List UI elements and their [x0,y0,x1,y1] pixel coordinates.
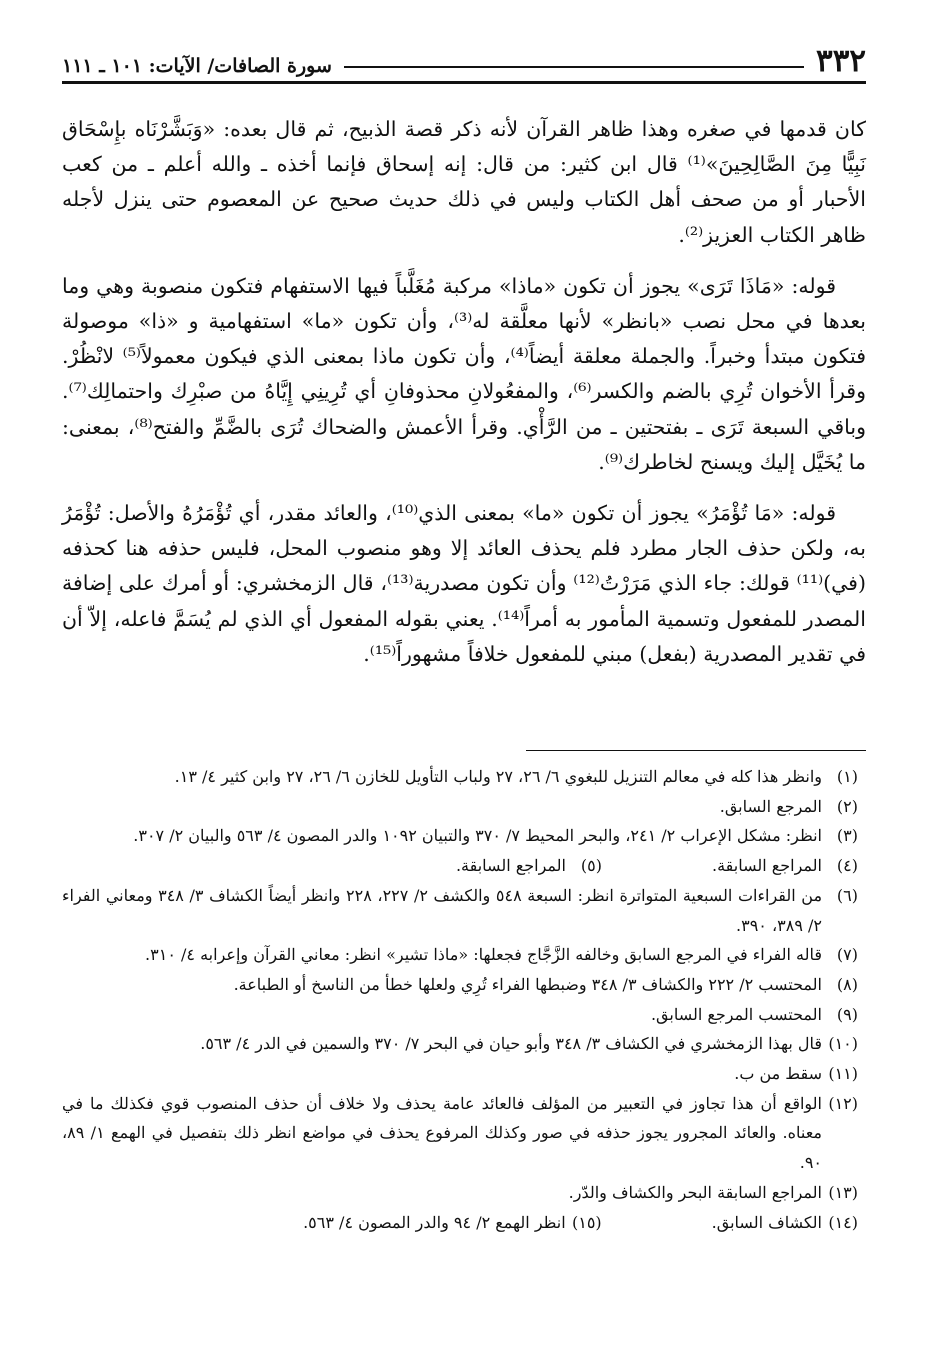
footnote-separator [526,750,866,751]
running-head: سورة الصافات/ الآيات: ١٠١ ـ ١١١ [62,55,332,77]
footnote [62,1178,858,1208]
footnote-number: (١) [836,767,858,786]
page-number: ٣٣٢ [816,43,866,79]
footnote [62,1029,858,1059]
footnote-text: المراجع السابقة البحر والكشاف والدّر. [568,1182,822,1202]
footnote-number: (١٣) [828,1182,858,1202]
footnote-text: انظر الهمع ٢/ ٩٤ والدر المصون ٤/ ٥٦٣. [303,1212,566,1232]
footnote-number: (١٤) [828,1212,858,1232]
footnote-text: انظر: مشكل الإعراب ٢/ ٢٤١، والبحر المحيط ٧/ ٣٧٠ والتبيان ١٠٩٢ والدر المصون ٤/ ٥٦٣ والبيان ٢/ ٣٠٧. [133,826,822,846]
footnote-number: (٢) [836,796,858,816]
footnote-number: (١٢) [828,1093,858,1113]
footnote [62,762,858,792]
footnote-number: (٣) [836,826,858,846]
footnote-text: قاله الفراء في المرجع السابق وخالفه الزَّجَّاج فجعلها: «ماذا تشير» انظر: معاني القرآن وإعرابه ٤/ ٣١٠. [145,945,822,965]
footnote-number: (١١) [828,1064,858,1084]
footnote-text: سقط من ب. [734,1064,822,1084]
footnote-pair [62,1208,858,1238]
footnote-number: (٥) [580,856,602,876]
footnotes [62,762,858,1237]
footnote-text: المحتسب المرجع السابق. [650,1004,822,1024]
main-text [62,112,866,688]
footnote [62,821,858,851]
footnote-number: (٧) [836,945,858,965]
paragraph: كان قدمها في صغره وهذا ظاهر القرآن لأنه ذكر قصة الذبيح، ثم قال بعده: «وَبَشَّرْنَاه بإِسْحَاق نَبِيًّا مِنَ الصَّالِحِينَ»⁽¹⁾ قال ابن كثير: من قال: إنه إسحاق فإنما أخذه ـ والله أعلم ـ من كعب الأحبار أو من صحف أهل الكتاب وليس في ذلك حديث صحيح عن المعصوم حتى ينزل لأجله ظاهر الكتاب العزيز⁽²⁾. [62,117,866,247]
footnote-text: قال بهذا الزمخشري في الكشاف ٣/ ٣٤٨ وأبو حيان في البحر ٧/ ٣٧٠ والسمين في الدر ٤/ ٥٦٣. [200,1034,822,1054]
footnote-text: من القراءات السبعية المتواترة انظر: السبعة ٥٤٨ والكشف ٢/ ٢٢٧، ٢٢٨ وانظر أيضاً الكشاف ٣/ ٣٤٨ ومعاني الفراء ٢/ ٣٨٩، ٣٩٠. [62,885,823,935]
footnote-text: وانظر هذا كله في معالم التنزيل للبغوي ٦/ ٢٦، ٢٧ ولباب التأويل للخازن ٦/ ٢٦، ٢٧ وابن كثير ٤/ ١٣. [174,767,822,786]
paragraph: قوله: «مَاذَا تَرَى» يجوز أن تكون «ماذا» مركبة مُغَلَّباً فيها الاستفهام فتكون منصوبة وهي وما بعدها في محل نصب «بانظر» لأنها معلَّقة له⁽³⁾، وأن تكون «ما» استفهامية و «ذا» موصولة فتكون مبتدأ وخبراً. والجملة معلقة أيضاً⁽⁴⁾، وأن تكون ماذا بمعنى الذي فيكون معمولاً⁽⁵⁾ لانْظُرْ. وقرأ الأخوان تُرِي بالضم والكسر⁽⁶⁾، والمفعُولانِ محذوفانِ أي تُرِينِي إِيَّاهُ من صبْرِك واحتمالِك⁽⁷⁾. وباقي السبعة تَرَى ـ بفتحتين ـ من الرَّأْي. وقرأ الأعمش والضحاك تُرَى بالضَّمِّ والفتح⁽⁸⁾، بمعنى: ما يُخَيَّل إليك ويسنح لخاطرك⁽⁹⁾. [62,273,867,474]
footnote-number: (١٥) [571,1212,602,1232]
footnote-text: المرجع السابق. [719,796,822,816]
footnote [456,851,602,881]
footnote [62,970,858,1000]
footnote-text: الكشاف السابق. [711,1212,822,1232]
footnote [62,1089,858,1178]
footnote-text: المحتسب ٢/ ٢٢٢ والكشاف ٣/ ٣٤٨ وضبطها الفراء تُرِي ولعلها خطأ من الناسخ أو الطباعة. [233,974,822,994]
footnote [712,1208,858,1238]
footnote [303,1208,602,1238]
footnote [62,881,858,940]
footnote-number: (٩) [836,1004,858,1024]
footnote [62,1000,858,1030]
paragraph: قوله: «مَا تُؤْمَرُ» يجوز أن تكون «ما» بمعنى الذي⁽¹⁰⁾، والعائد مقدر، أي تُؤْمَرُهُ والأصل: تُؤْمَرُ به، ولكن حذف الجار مطرد فلم يحذف العائد إلا وهو منصوب المحل، فليس حذفه هنا كحذفه (في)⁽¹¹⁾ قولك: جاء الذي مَرَرْتُ⁽¹²⁾ وأن تكون مصدرية⁽¹³⁾، قال الزمخشري: أو أمرك على إضافة المصدر للمفعول وتسمية المأمور به أمراً⁽¹⁴⁾. يعني بقوله المفعول أي الذي لم يُسَمَّ فاعله، إلاّ أن في تقدير المصدرية (بفعل) مبني للمفعول خلافاً مشهوراً⁽¹⁵⁾. [62,501,866,666]
footnote-number: (١٠) [828,1034,858,1054]
footnote [62,940,858,970]
footnote-number: (٨) [836,974,858,994]
page-header [62,36,866,84]
footnote-pair [62,851,858,881]
footnote [712,851,858,881]
footnote [62,1059,858,1089]
footnote-text: المراجع السابقة. [711,856,822,876]
footnote-number: (٦) [836,885,858,905]
footnote-text: المراجع السابقة. [455,856,566,876]
footnote-number: (٤) [836,856,858,876]
header-rule [344,66,804,68]
footnote-text: الواقع أن هذا تجاوز في التعبير من المؤلف فالعائد عامة يحذف ولا خلاف أن حذف المنصوب قوي فكذلك ما في معناه. والعائد المجرور يجوز حذفه في صور وكذلك المرفوع يحذف في مواضع انظر ذلك بتفصيل في الهمع ١/ ٨٩، ٩٠. [62,1093,822,1173]
footnote [62,792,858,822]
